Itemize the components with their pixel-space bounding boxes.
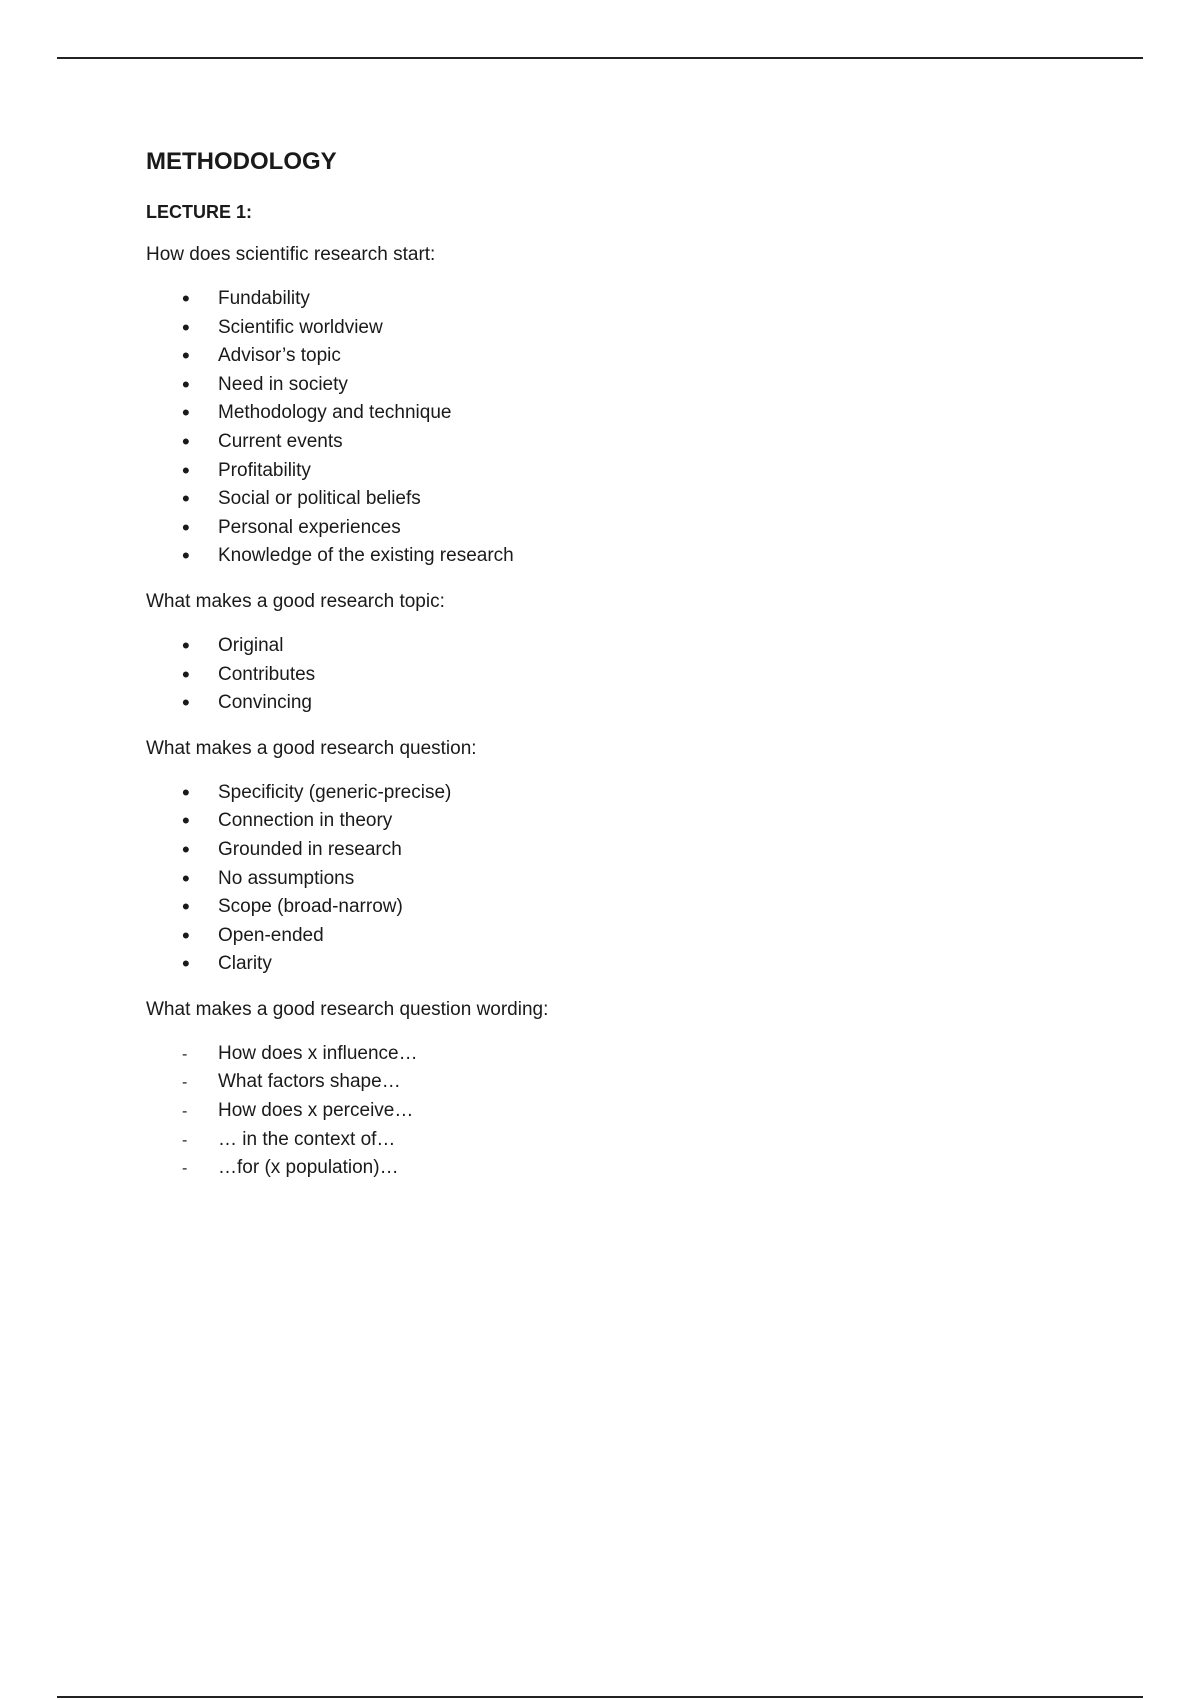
- document-title: METHODOLOGY: [146, 148, 337, 175]
- list-item-text: Convincing: [218, 692, 312, 714]
- list-item: [146, 285, 1106, 314]
- bullet-icon: [182, 632, 202, 663]
- dash-icon: [182, 1126, 202, 1156]
- list-item: [146, 542, 1106, 571]
- list-item-text: Scope (broad-narrow): [218, 896, 403, 918]
- list-item-text: … in the context of…: [218, 1128, 396, 1150]
- dash-icon: [182, 1097, 202, 1127]
- list-item: [146, 893, 1106, 922]
- list-item: [146, 1068, 1106, 1097]
- list-item: [146, 514, 1106, 543]
- section-question-wording: [146, 997, 1106, 1183]
- list-item: [146, 314, 1106, 343]
- list-item-text: Contributes: [218, 663, 316, 685]
- list-item-text: Fundability: [218, 288, 310, 309]
- bullet-icon: [182, 371, 202, 402]
- bullet-icon: [182, 485, 202, 516]
- list-item-text: Grounded in research: [218, 838, 402, 860]
- list-item-text: Clarity: [218, 953, 272, 975]
- dash-icon: [182, 1068, 202, 1098]
- list-item-text: Profitability: [218, 459, 311, 481]
- list-item-text: Scientific worldview: [218, 316, 383, 338]
- list-item-text: How does x perceive…: [218, 1100, 414, 1122]
- list-item-text: What factors shape…: [218, 1071, 401, 1093]
- bullet-list: [146, 632, 1106, 718]
- bullet-icon: [182, 542, 202, 573]
- bullet-icon: [182, 399, 202, 430]
- list-item-text: Advisor’s topic: [218, 345, 341, 367]
- list-item-text: How does x influence…: [218, 1042, 418, 1064]
- list-item: [146, 457, 1106, 486]
- dash-icon: [182, 1040, 202, 1070]
- list-item-text: Social or political beliefs: [218, 488, 421, 510]
- list-item-text: No assumptions: [218, 867, 355, 889]
- section-research-topic: [146, 589, 1106, 718]
- section-heading: How does scientific research start:: [146, 244, 436, 265]
- list-item: [146, 1126, 1106, 1155]
- bullet-icon: [182, 689, 202, 720]
- bullet-icon: [182, 779, 202, 810]
- list-item: [146, 428, 1106, 457]
- bullet-list: [146, 285, 1106, 571]
- section-heading: What makes a good research topic:: [146, 590, 445, 612]
- lecture-heading: LECTURE 1:: [146, 202, 253, 222]
- list-item-text: Methodology and technique: [218, 402, 452, 424]
- section-research-start: [146, 242, 1106, 571]
- list-item: [146, 661, 1106, 690]
- list-item: [146, 865, 1106, 894]
- list-item: [146, 1040, 1106, 1069]
- list-item: [146, 807, 1106, 836]
- list-item: [146, 922, 1106, 951]
- bullet-icon: [182, 428, 202, 459]
- list-item: [146, 485, 1106, 514]
- bullet-icon: [182, 457, 202, 488]
- list-item-text: Current events: [218, 430, 343, 452]
- list-item-text: Original: [218, 634, 284, 656]
- list-item: [146, 342, 1106, 371]
- footer-rule: [57, 1696, 1143, 1698]
- bullet-list: [146, 779, 1106, 979]
- bullet-icon: [182, 893, 202, 924]
- list-item: [146, 399, 1106, 428]
- list-item-text: Knowledge of the existing research: [218, 545, 514, 567]
- bullet-icon: [182, 514, 202, 545]
- bullet-icon: [182, 950, 202, 981]
- list-item-text: Open-ended: [218, 924, 324, 946]
- list-item-text: Personal experiences: [218, 516, 401, 538]
- section-heading: What makes a good research question:: [146, 737, 477, 759]
- dash-icon: [182, 1154, 202, 1184]
- section-research-question: [146, 736, 1106, 979]
- list-item: [146, 632, 1106, 661]
- bullet-icon: [182, 342, 202, 373]
- list-item: [146, 1154, 1106, 1183]
- header-rule: [57, 57, 1143, 59]
- bullet-icon: [182, 807, 202, 838]
- list-item: [146, 950, 1106, 979]
- bullet-icon: [182, 285, 202, 316]
- list-item-text: Connection in theory: [218, 810, 393, 832]
- list-item: [146, 1097, 1106, 1126]
- list-item-text: …for (x population)…: [218, 1157, 399, 1179]
- bullet-icon: [182, 865, 202, 896]
- bullet-icon: [182, 922, 202, 953]
- bullet-icon: [182, 314, 202, 345]
- bullet-icon: [182, 836, 202, 867]
- section-heading: What makes a good research question wording:: [146, 998, 549, 1020]
- list-item: [146, 689, 1106, 718]
- dash-list: [146, 1040, 1106, 1183]
- list-item: [146, 836, 1106, 865]
- list-item: [146, 371, 1106, 400]
- bullet-icon: [182, 661, 202, 692]
- list-item-text: Need in society: [218, 373, 348, 395]
- list-item-text: Specificity (generic-precise): [218, 781, 452, 803]
- list-item: [146, 779, 1106, 808]
- document-body: [146, 146, 1106, 1201]
